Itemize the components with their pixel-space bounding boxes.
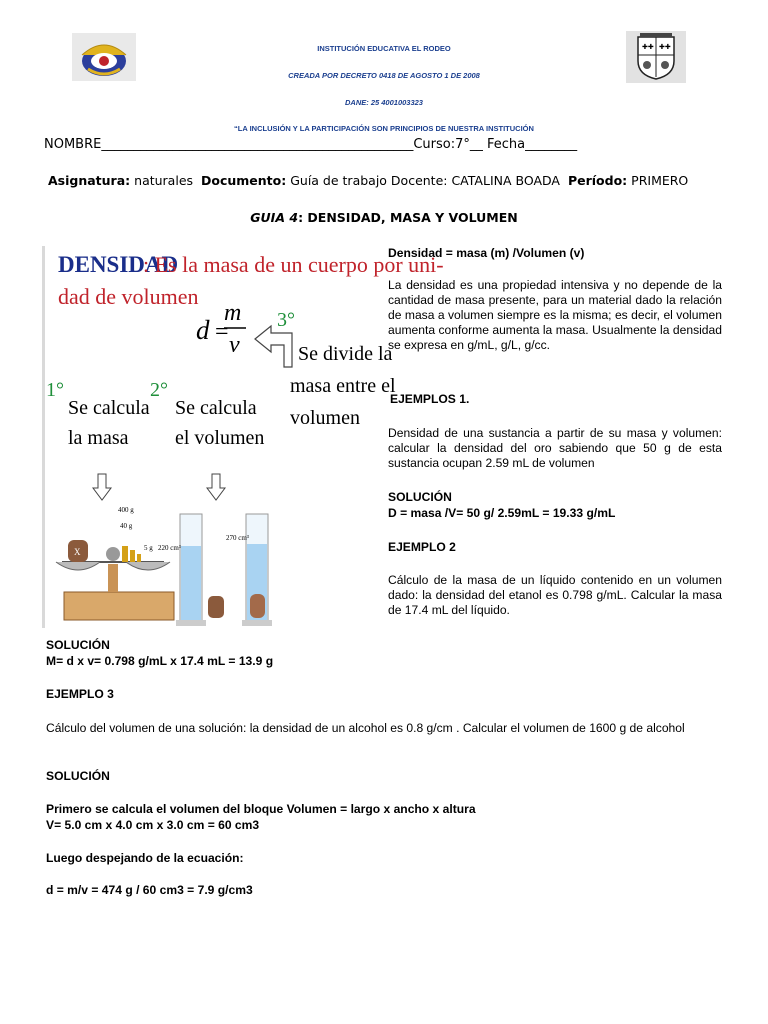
- dane-text: DANE: 25 4001003323: [345, 98, 423, 107]
- asignatura-value: naturales: [134, 173, 194, 188]
- example2-title: EJEMPLO 2: [388, 540, 456, 554]
- density-intro-paragraph: La densidad es una propiedad intensiva y no depende de la cantidad de masa presente, para un material dado la relación de masa a volumen siempre es la misma; es decir, el volumen aumenta conforme aumenta la masa. Usualmente la densidad se expresa en g/mL, g/L, g/cc.: [388, 278, 722, 352]
- example1-text: Densidad de una sustancia a partir de su masa y volumen: calcular la densidad del oro sabiendo que 50 g de esta sustancia ocupan 2.59 mL de volumen: [388, 426, 722, 470]
- solution2-title: SOLUCIÓN: [46, 638, 110, 652]
- object-in-cylinder-icon: [250, 594, 265, 618]
- step1-line2: la masa: [68, 427, 129, 449]
- periodo-value: PRIMERO: [631, 173, 689, 188]
- motto-line: “LA INCLUSIÓN Y LA PARTICIPACIÓN SON PRINCIPIOS DE NUESTRA INSTITUCIÓN: [234, 124, 534, 133]
- svg-text:✚✚: ✚✚: [659, 43, 671, 51]
- example2-text: Cálculo de la masa de un líquido contenido en un volumen dado: la densidad del etanol es 0.798 g/mL. Calcular la masa de 17.4 mL del líquido.: [388, 573, 722, 617]
- cylinder-2-label: 270 cm³: [226, 534, 249, 542]
- step3-number: 3°: [277, 309, 295, 331]
- formula-equals: =: [215, 319, 229, 345]
- step2-line1: Se calcula: [175, 397, 257, 419]
- figure-definition-a: : Es la masa de un cuerpo por uni-: [143, 252, 444, 277]
- solution1-text: D = masa /V= 50 g/ 2.59mL = 19.33 g/mL: [388, 506, 616, 520]
- balance-object-label: X: [74, 547, 81, 557]
- figure-title-word: DENSIDAD: [58, 252, 179, 277]
- periodo-label: Período:: [567, 173, 628, 188]
- solution3-step-a: Primero se calcula el volumen del bloque Volumen = largo x ancho x altura: [46, 802, 476, 816]
- step3-line1: Se divide la: [298, 343, 393, 365]
- cylinder-1-label: 220 cm³: [158, 544, 181, 552]
- solution3-title: SOLUCIÓN: [46, 769, 110, 783]
- step2-number: 2°: [150, 379, 168, 401]
- dane-line: [0, 98, 768, 107]
- decree-line: [0, 71, 768, 80]
- guide-title: [0, 210, 768, 225]
- example3-title: EJEMPLO 3: [46, 687, 114, 701]
- figure-definition-b: dad de volumen: [58, 284, 199, 309]
- step3-line3: volumen: [290, 407, 360, 429]
- density-formula: Densidad = masa (m) /Volumen (v): [388, 246, 585, 260]
- documento-label: Documento:: [200, 173, 287, 188]
- solution3-step-c: Luego despejando de la ecuación:: [46, 851, 244, 865]
- object-x-icon: [208, 596, 224, 618]
- asignatura-label: Asignatura:: [48, 173, 131, 188]
- example3-text: Cálculo del volumen de una solución: la densidad de un alcohol es 0.8 g/cm . Calcular el volumen de 1600 g de alcohol: [46, 721, 685, 735]
- formula-denominator: v: [229, 332, 240, 358]
- step2-line2: el volumen: [175, 427, 265, 449]
- formula-d: d: [196, 315, 210, 345]
- svg-text:✚✚: ✚✚: [642, 43, 654, 51]
- decree-text: CREADA POR DECRETO 0418 DE AGOSTO 1 DE 2008: [288, 71, 480, 80]
- formula-numerator: m: [224, 300, 242, 326]
- graduated-cylinder-1-icon: [176, 514, 206, 626]
- solution3-step-b: V= 5.0 cm x 4.0 cm x 3.0 cm = 60 cm3: [46, 818, 260, 832]
- curso-fecha-field: Curso:7°__ Fecha________: [413, 137, 578, 152]
- student-line: [44, 137, 577, 152]
- institution-name: INSTITUCIÓN EDUCATIVA EL RODEO: [317, 44, 451, 53]
- example1-title: EJEMPLOS 1.: [390, 392, 470, 406]
- weight-40-label: 40 g: [120, 522, 133, 530]
- solution1-title: SOLUCIÓN: [388, 490, 452, 504]
- guide-number: GUIA 4: [250, 210, 299, 225]
- solution3-step-d: d = m/v = 474 g / 60 cm3 = 7.9 g/cm3: [46, 883, 253, 897]
- weight-400-label: 400 g: [118, 506, 134, 514]
- step3-line2: masa entre el: [290, 375, 396, 397]
- solution2-text: M= d x v= 0.798 g/mL x 17.4 mL = 13.9 g: [46, 654, 274, 668]
- step1-number: 1°: [46, 379, 64, 401]
- step1-line1: Se calcula: [68, 397, 150, 419]
- documento-value: Guía de trabajo Docente: CATALINA BOADA: [290, 173, 560, 188]
- weight-5-label: 5 g: [144, 544, 153, 552]
- guide-topic: : DENSIDAD, MASA Y VOLUMEN: [298, 210, 518, 225]
- subject-line: [48, 173, 688, 188]
- nombre-field: NOMBRE________________________________________________: [44, 137, 414, 152]
